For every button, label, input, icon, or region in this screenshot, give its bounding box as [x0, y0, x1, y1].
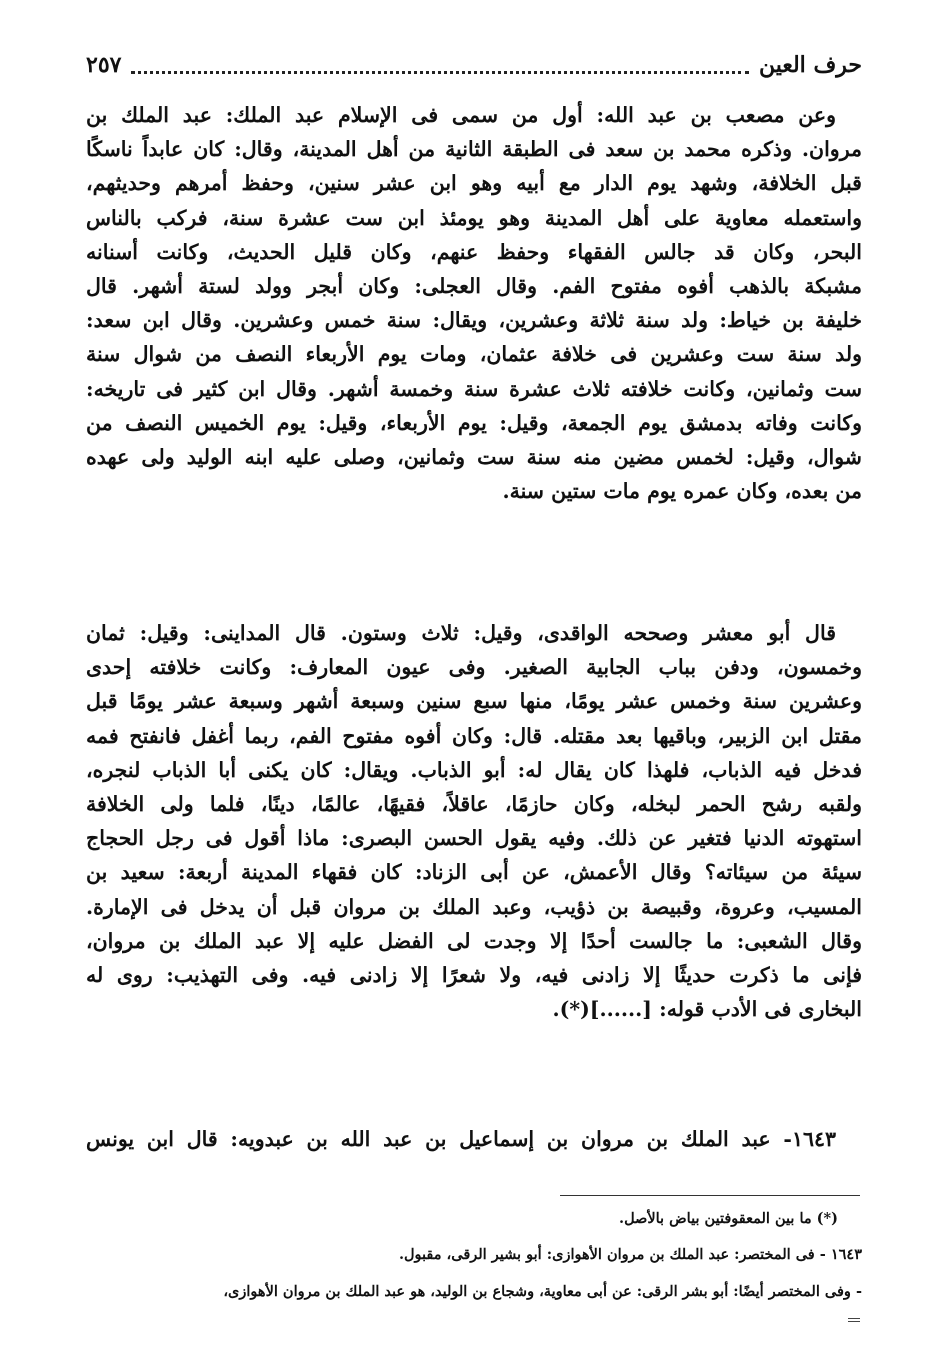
footnote-1643: ١٦٤٣ - فى المختصر: عبد الملك بن مروان الأهوازى: أبو بشير الرقى، مقبول. [398, 1246, 862, 1263]
text-line: خليفة بن خياط: ولد سنة ثلاثة وعشرين، ويقال: سنة خمس وعشرين. وقال ابن سعد: [86, 308, 862, 333]
running-title: حرف العين [758, 52, 862, 78]
text-line: قبل الخلافة، وشهد يوم الدار مع أبيه وهو ابن عشر سنين، وحفظ أمرهم وحديثهم، [86, 171, 862, 196]
footnote-1643-continued: - وفى المختصر أيضًا: أبو بشر الرقى: عن أبى معاوية، وشجاع بن الوليد، هو عبد الملك بن مروان الأهوازى، [223, 1283, 862, 1300]
leader-dots [131, 57, 749, 74]
text-line: البحر، وكان قد جالس الفقهاء وحفظ عنهم، وكان قليل الحديث، وكانت أسنانه [86, 239, 862, 264]
footnote-rule [560, 1195, 860, 1196]
text-line: فإنى ما ذكرت حديثًا إلا زادنى فيه، ولا شعرًا إلا زادنى فيه. وفى التهذيب: روى له [86, 962, 862, 987]
text-line: استهوته الدنيا فتغير عن ذلك. وفيه يقول الحسن البصرى: ماذا أقول فى رجل الحجاج [86, 826, 862, 851]
text-line: مشبكة بالذهب أفوه مفتوح الفم. وقال العجلى: وكان أبجر وولد لستة أشهر. قال [86, 273, 862, 298]
text-line: قال أبو معشر وصححه الواقدى، وقيل: ثلاث وستون. قال المداينى: وقيل: ثمان [86, 621, 836, 645]
paragraph-2 [86, 616, 862, 1026]
text-line: البخارى فى الأدب قوله: [......](*). [552, 997, 862, 1022]
text-line: مقتل ابن الزبير، وباقيها بعد مقتله. قال: وكان أفوه مفتوح الفم، ربما أغفل فانفتح فمه [86, 723, 862, 748]
text-line: ولد سنة ست وعشرين فى خلافة عثمان، ومات يوم الأربعاء النصف من شوال سنة [86, 342, 862, 367]
entry-1643 [86, 1122, 862, 1156]
text-line: فدخل فيه الذباب، فلهذا كان يقال له: أبو الذباب. ويقال: كان يكنى أبا الذباب لنجره، [86, 757, 862, 782]
text-line: ولقبه رشح الحمر لبخله، وكان حازمًا، عاقلاً، فقيهًا، عالمًا، دينًا، فلما ولى الخلافة [86, 791, 862, 816]
paragraph-1 [86, 98, 862, 508]
text-line: واستعمله معاوية على أهل المدينة وهو يومئذ ابن ست عشرة سنة، فركب بالناس [86, 205, 862, 230]
text-line: مروان. وذكره محمد بن سعد فى الطبقة الثانية من أهل المدينة، وقال: كان عابداً ناسكًا [86, 137, 862, 162]
page-number: ٢٥٧ [86, 52, 122, 78]
text-line: شوال، وقيل: لخمس مضين منه سنة ست وثمانين، وصلى عليه ابنه الوليد ولى عهده [86, 444, 862, 469]
text-line: المسيب، وعروة، وقبيصة بن ذؤيب، وعبد الملك بن مروان قبل أن يدخل فى الإمارة. [86, 894, 862, 919]
text-line: سيئة من سيئاته؟ وقال الأعمش، عن أبى الزناد: كان فقهاء المدينة أربعة: سعيد بن [86, 860, 862, 885]
text-line: وعن مصعب بن عبد الله: أول من سمى فى الإسلام عبد الملك: عبد الملك بن [86, 103, 836, 127]
text-line: وخمسون، ودفن بباب الجابية الصغير. وفى عيون المعارف: وكانت خلافته إحدى [86, 655, 862, 680]
text-line: من بعده، وكان عمره يوم مات ستين سنة. [502, 479, 862, 504]
text-line: ١٦٤٣- عبد الملك بن مروان بن إسماعيل بن عبد الله بن عبدويه: قال ابن يونس [86, 1127, 836, 1151]
footnote-asterisk: (*) ما بين المعقوفتين بياض بالأصل. [619, 1210, 838, 1227]
text-line: وعشرين سنة وخمس عشر يومًا، منها سبع سنين وسبعة أشهر وسبعة عشر يومًا قبل [86, 689, 862, 714]
continuation-mark [848, 1318, 860, 1322]
text-line: ست وثمانين، وكانت خلافته ثلاث عشرة سنة وخمسة أشهر. وقال ابن كثير فى تاريخه: [86, 376, 862, 401]
text-line: وقال الشعبى: ما جالست أحدًا إلا وجدت لى الفضل عليه إلا عبد الملك بن مروان، [86, 928, 862, 953]
text-line: وكانت وفاته بدمشق يوم الجمعة، وقيل: يوم الأربعاء، وقيل: يوم الخميس النصف من [86, 410, 862, 435]
running-header [86, 48, 862, 82]
